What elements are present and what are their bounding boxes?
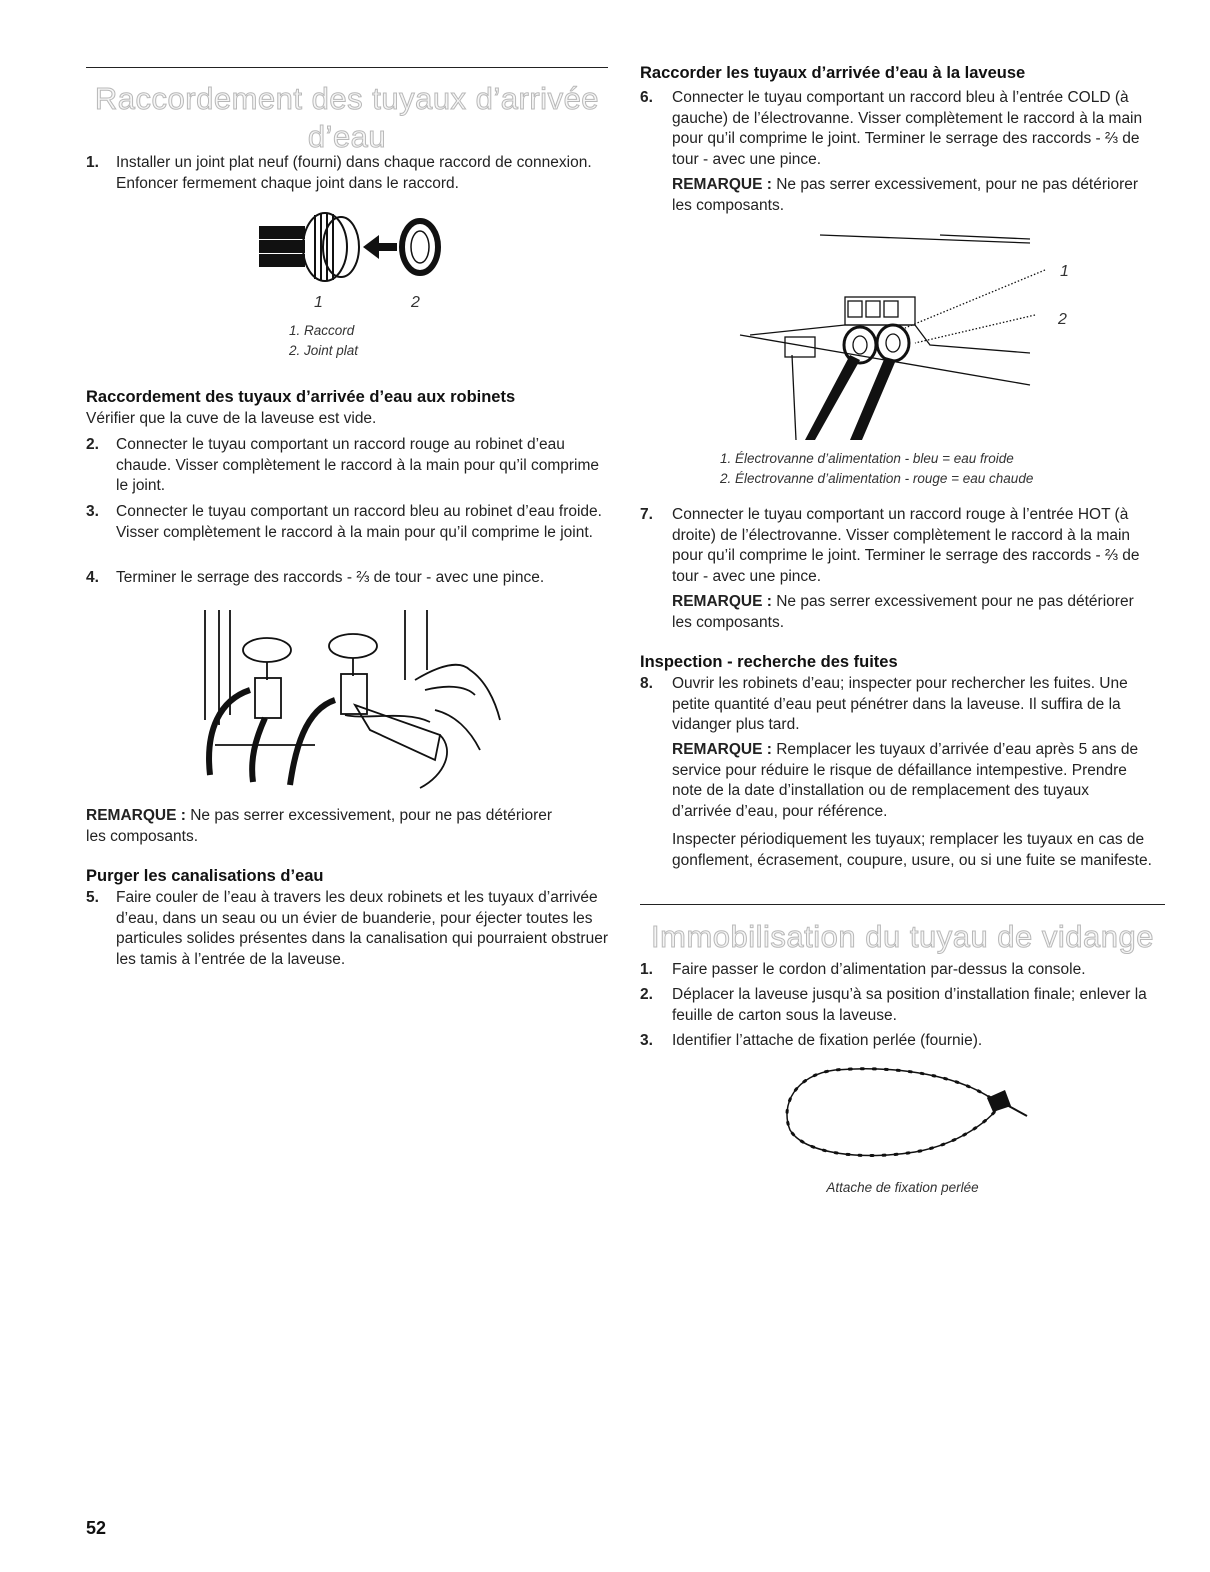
step-number: 1.	[640, 961, 653, 978]
step-7	[640, 505, 1165, 587]
top-rule-left	[86, 67, 608, 68]
fig1-label-2: 2	[411, 294, 420, 311]
step-1	[86, 153, 608, 194]
note-label: REMARQUE :	[672, 593, 772, 610]
section-title-line2: d’eau	[307, 119, 387, 154]
step-number: 4.	[86, 569, 99, 586]
step-text: Connecter le tuyau comportant un raccord rouge au robinet d’eau chaude. Visser complètement le raccord à la main pour qu’il comprime le joint.	[116, 436, 600, 494]
section-title-water-hoses	[86, 80, 608, 156]
inlet-valve-illustration	[730, 225, 1075, 445]
note-2	[672, 175, 1152, 216]
step-text: Connecter le tuyau comportant un raccord bleu au robinet d’eau froide. Visser complètement le raccord à la main pour qu’il comprime le joint.	[116, 503, 602, 541]
beaded-strap-illustration	[775, 1060, 1045, 1170]
coupling-washer-illustration	[255, 205, 455, 300]
fig3-caption-2: 2. Électrovanne d’alimentation - rouge = eau chaude	[720, 471, 1034, 486]
step-3	[86, 502, 608, 543]
step-text: Faire passer le cordon d’alimentation par-dessus la console.	[672, 961, 1086, 978]
note-text: Ne pas serrer excessivement, pour ne pas détériorer les composants.	[86, 807, 553, 845]
step-number: 3.	[640, 1032, 653, 1049]
step-number: 2.	[86, 436, 99, 453]
step-6	[640, 88, 1165, 170]
note-text: Remplacer les tuyaux d’arrivée d’eau après 5 ans de service pour réduire le risque de défaillance intempestive. Prendre note de la date d’installation ou de remplacement des tuyaux d’arrivée d’eau, pour référence.	[672, 741, 1139, 820]
section-title-line1: Raccordement des tuyaux d’arrivée	[94, 81, 600, 116]
note-3	[672, 592, 1142, 633]
note-label: REMARQUE :	[672, 741, 772, 758]
subheading-inspection: Inspection - recherche des fuites	[640, 653, 898, 671]
drain-step-2	[640, 985, 1165, 1026]
step-number: 2.	[640, 986, 653, 1003]
step-text: Déplacer la laveuse jusqu’à sa position d’installation finale; enlever la feuille de carton sous la laveuse.	[672, 986, 1147, 1024]
rule-drain-section	[640, 904, 1165, 905]
step-number: 8.	[640, 675, 653, 692]
intro-text: Vérifier que la cuve de la laveuse est vide.	[86, 410, 377, 427]
step-number: 5.	[86, 889, 99, 906]
drain-step-3	[640, 1031, 1165, 1052]
faucet-pliers-illustration	[195, 610, 505, 795]
step-text: Faire couler de l’eau à travers les deux robinets et les tuyaux d’arrivée d’eau, dans un seau ou un évier de buanderie, pour éjecter toutes les particules solides présentes dans la canalisation qui pourraient obstruer les tamis à l’entrée de la laveuse.	[116, 889, 608, 968]
step-text: Installer un joint plat neuf (fourni) dans chaque raccord de connexion. Enfoncer fermement chaque joint dans le raccord.	[116, 154, 592, 192]
page-number: 52	[86, 1518, 107, 1538]
note-4	[672, 740, 1152, 822]
fig1-caption-1: 1. Raccord	[289, 323, 355, 338]
fig3-caption-1: 1. Électrovanne d’alimentation - bleu = eau froide	[720, 451, 1014, 466]
step-text: Terminer le serrage des raccords - ⅔ de tour - avec une pince.	[116, 569, 545, 586]
note-label: REMARQUE :	[672, 176, 772, 193]
subheading-washer-connect: Raccorder les tuyaux d’arrivée d’eau à la laveuse	[640, 64, 1026, 82]
step-8	[640, 674, 1165, 736]
fig4-caption: Attache de fixation perlée	[826, 1180, 979, 1195]
step-text: Identifier l’attache de fixation perlée (fournie).	[672, 1032, 983, 1049]
step-number: 7.	[640, 506, 653, 523]
step-number: 1.	[86, 154, 99, 171]
subheading-purge: Purger les canalisations d’eau	[86, 867, 324, 885]
step-number: 3.	[86, 503, 99, 520]
step-number: 6.	[640, 89, 653, 106]
step-text: Ouvrir les robinets d’eau; inspecter pour rechercher les fuites. Une petite quantité d’eau peut pénétrer dans la laveuse. Il suffira de la vidanger plus tard.	[672, 675, 1128, 733]
step-5	[86, 888, 608, 970]
drain-step-1	[640, 960, 1165, 981]
note-1	[86, 806, 576, 847]
fig1-caption-2: 2. Joint plat	[289, 343, 359, 358]
fig3-label-1: 1	[1060, 263, 1069, 280]
fig3-label-2: 2	[1058, 311, 1067, 328]
subheading-faucets: Raccordement des tuyaux d’arrivée d’eau aux robinets	[86, 388, 516, 406]
step-2	[86, 435, 608, 497]
fig1-label-1: 1	[314, 294, 323, 311]
step-text: Connecter le tuyau comportant un raccord rouge à l’entrée HOT (à droite) de l’électrovanne. Visser complètement le raccord à la main pour qu’il comprime le joint. Terminer le serrage des raccords - ⅔ de tour - avec une pince.	[672, 506, 1140, 585]
note-label: REMARQUE :	[86, 807, 186, 824]
note-text: Ne pas serrer excessivement pour ne pas détériorer les composants.	[672, 593, 1134, 631]
section-title-drain-hose: Immobilisation du tuyau de vidange	[651, 919, 1154, 954]
step-text: Connecter le tuyau comportant un raccord bleu à l’entrée COLD (à gauche) de l’électrovanne. Visser complètement le raccord à la main pour qu’il comprime le joint. Terminer le serrage des raccords - ⅔ de tour - avec une pince.	[672, 89, 1143, 168]
step-4	[86, 568, 608, 589]
inspect-text: Inspecter périodiquement les tuyaux; remplacer les tuyaux en cas de gonflement, écrasement, coupure, usure, ou si une fuite se manifeste.	[672, 831, 1152, 869]
note-text: Ne pas serrer excessivement, pour ne pas détériorer les composants.	[672, 176, 1139, 214]
